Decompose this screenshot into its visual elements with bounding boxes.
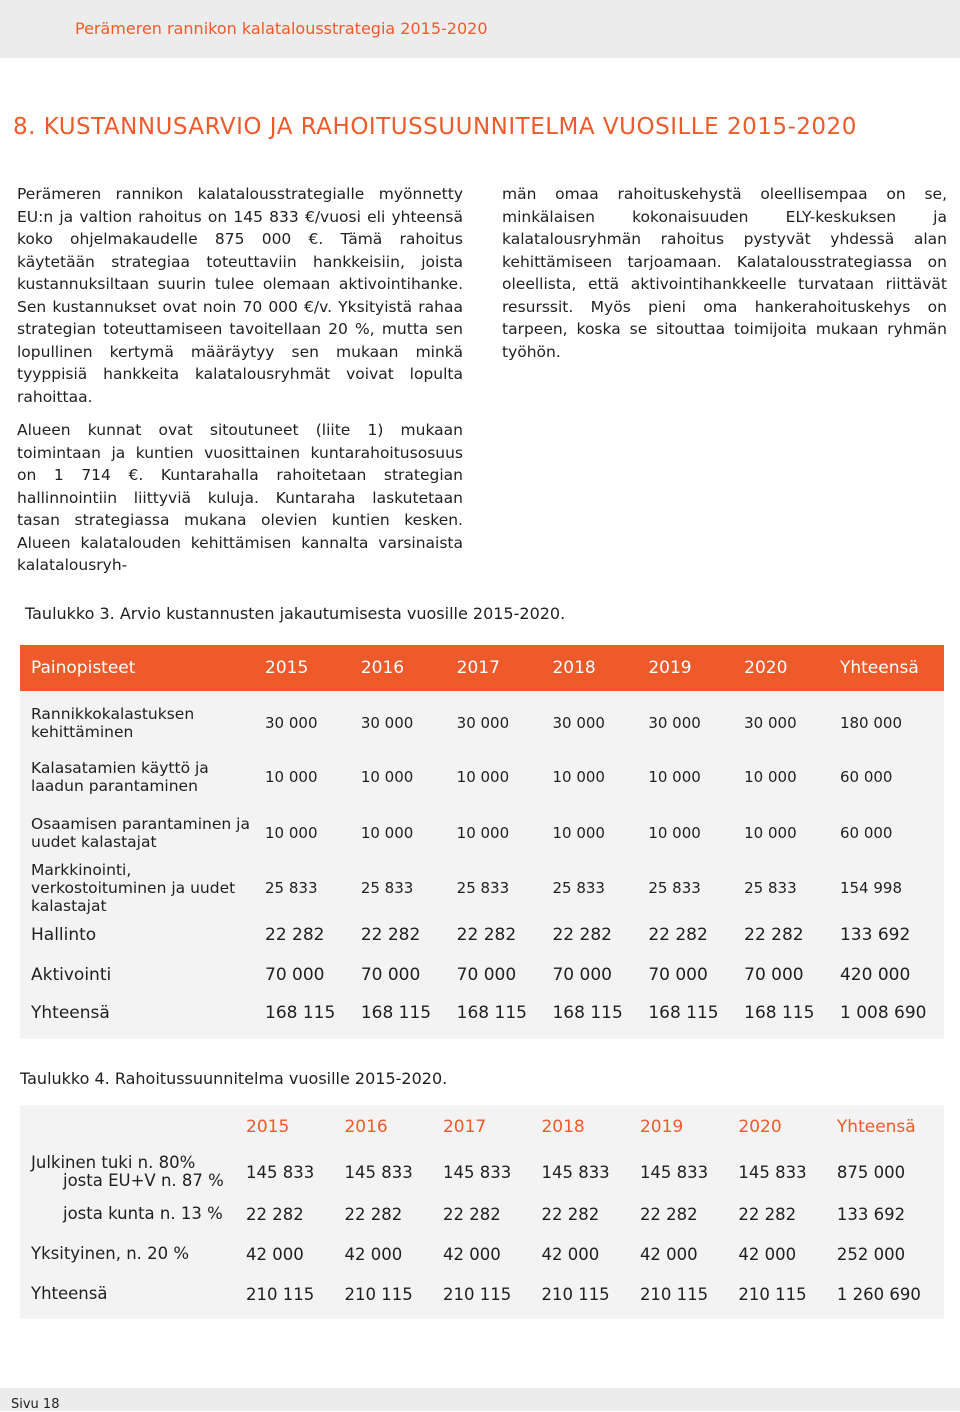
table-cell: 10 000 bbox=[456, 824, 510, 842]
row-label-text: josta kunta n. 13 % bbox=[63, 1204, 223, 1223]
table-cell: 10 000 bbox=[552, 768, 605, 786]
table-cell: 210 115 bbox=[344, 1284, 413, 1304]
row-label: Rannikkokalastuksen kehittäminen bbox=[31, 705, 195, 741]
table-cell: 42 000 bbox=[344, 1244, 403, 1264]
table-row bbox=[20, 805, 944, 861]
table-cell: 22 282 bbox=[738, 1204, 797, 1224]
table-cell: 22 282 bbox=[442, 1204, 501, 1224]
table-cell: 30 000 bbox=[552, 714, 605, 732]
row-label: Yhteensä bbox=[31, 1284, 108, 1303]
column-header: Painopisteet bbox=[20, 645, 254, 691]
table-cell: 22 282 bbox=[552, 925, 612, 945]
table-cell: 22 282 bbox=[265, 925, 325, 945]
table-cell: 168 115 bbox=[360, 1003, 432, 1023]
table-total-row bbox=[20, 1275, 944, 1319]
section-heading: 8. KUSTANNUSARVIO JA RAHOITUSSUUNNITELMA VUOSILLE 2015-2020 bbox=[13, 114, 857, 140]
table-cell: 30 000 bbox=[744, 714, 797, 732]
table-cell: 145 833 bbox=[344, 1162, 413, 1182]
table-cell: 22 282 bbox=[456, 925, 517, 945]
table-cell: 145 833 bbox=[442, 1162, 512, 1182]
table-cell: 70 000 bbox=[360, 965, 421, 985]
table-cell: 210 115 bbox=[246, 1284, 315, 1304]
table-cell: 42 000 bbox=[639, 1244, 698, 1264]
table-cell: 70 000 bbox=[744, 965, 804, 985]
table-cell: 875 000 bbox=[836, 1162, 906, 1182]
table-cell: 25 833 bbox=[648, 879, 701, 897]
paragraph: Alueen kunnat ovat sitoutuneet (liite 1) mukaan toimintaan ja kuntien vuosittainen kuntarahoitusosuus on 1 714 €. Kuntarahalla rahoitetaan strategian hallinnointiin liittyviä kuluja. Kuntaraha laskutetaan tasan strategiassa mukana olevien kuntien kesken. Alueen kalatalouden kehittämisen kannalta varsinaista kalatalousryh- bbox=[17, 421, 463, 574]
table-cell: 22 282 bbox=[639, 1204, 698, 1224]
table-cell: 70 000 bbox=[552, 965, 612, 985]
table-header-row bbox=[20, 645, 944, 691]
table-row bbox=[20, 1149, 944, 1195]
table-cell: 25 833 bbox=[456, 879, 510, 897]
column-header: 2020 bbox=[738, 1117, 782, 1137]
table-cell: 25 833 bbox=[552, 879, 605, 897]
text-column-right bbox=[502, 183, 947, 374]
table-cell: 168 115 bbox=[552, 1003, 623, 1023]
column-header: 2017 bbox=[446, 645, 542, 691]
table-row bbox=[20, 749, 944, 805]
paragraph: män omaa rahoituskehystä oleellisempaa on se, minkälaisen kokonaisuuden ELY-keskuksen ja kalatalousryhmän rahoitus pystyvät yhdessä alan kehittämiseen tarjoamaan. Kalatalousstrategiassa on oleellista, että aktivointihankkeelle turvataan riittävät resurssit. Myös pieni oma hankerahoituskehys on tarpeen, koska se sitouttaa toimijoita mukaan ryhmän työhön. bbox=[502, 185, 947, 361]
table-row bbox=[20, 1195, 944, 1233]
table-cell: 10 000 bbox=[744, 824, 797, 842]
table-cell: 22 282 bbox=[648, 925, 708, 945]
document-title: Perämeren rannikon kalatalousstrategia 2015-2020 bbox=[75, 19, 488, 38]
table-cell: 145 833 bbox=[738, 1162, 807, 1182]
table-cell: 30 000 bbox=[648, 714, 701, 732]
table-cell: 145 833 bbox=[639, 1162, 709, 1182]
table-cell: 42 000 bbox=[442, 1244, 501, 1264]
table-cell: 168 115 bbox=[265, 1003, 336, 1023]
row-label: Yksityinen, n. 20 % bbox=[31, 1244, 190, 1263]
table-cell: 145 833 bbox=[541, 1162, 610, 1182]
table-cell: 10 000 bbox=[456, 768, 510, 786]
table-row bbox=[20, 1233, 944, 1275]
column-header: 2019 bbox=[637, 645, 733, 691]
table-cell: 10 000 bbox=[265, 768, 318, 786]
table-cell: 180 000 bbox=[839, 714, 902, 732]
table-cell: 42 000 bbox=[541, 1244, 600, 1264]
text-column-left bbox=[17, 183, 463, 588]
table-cell: 10 000 bbox=[360, 768, 414, 786]
table-cell: 210 115 bbox=[541, 1284, 610, 1304]
table-cell: 42 000 bbox=[738, 1244, 797, 1264]
financing-plan-table bbox=[20, 1105, 944, 1319]
table-cell: 1 008 690 bbox=[839, 1003, 927, 1023]
table-row bbox=[20, 861, 944, 915]
table-row bbox=[20, 691, 944, 749]
column-header: 2020 bbox=[733, 645, 829, 691]
table-cell: 145 833 bbox=[246, 1162, 315, 1182]
row-label: Markkinointi, verkostoituminen ja uudet kalastajat bbox=[31, 861, 236, 915]
table-cell: 10 000 bbox=[265, 824, 318, 842]
table-cell: 133 692 bbox=[836, 1204, 906, 1224]
column-header bbox=[20, 1105, 235, 1149]
page-footer bbox=[0, 1388, 960, 1411]
table-cell: 22 282 bbox=[344, 1204, 403, 1224]
table-cell: 10 000 bbox=[360, 824, 414, 842]
column-header: 2015 bbox=[246, 1117, 290, 1137]
table-cell: 420 000 bbox=[839, 965, 911, 985]
table-cell: 70 000 bbox=[648, 965, 708, 985]
page-number: Sivu 18 bbox=[11, 1397, 60, 1412]
table-cell: 70 000 bbox=[456, 965, 517, 985]
table-caption: Taulukko 4. Rahoitussuunnitelma vuosille 2015-2020. bbox=[20, 1069, 448, 1088]
column-header: 2016 bbox=[350, 645, 446, 691]
column-header: Yhteensä bbox=[836, 1117, 916, 1137]
table-cell: 22 282 bbox=[744, 925, 804, 945]
row-label: Aktivointi bbox=[31, 965, 112, 985]
table-cell: 10 000 bbox=[648, 824, 701, 842]
table-cell: 210 115 bbox=[442, 1284, 512, 1304]
table-cell: 10 000 bbox=[648, 768, 701, 786]
table-cell: 30 000 bbox=[265, 714, 318, 732]
row-label-line: Julkinen tuki n. 80% bbox=[31, 1153, 196, 1172]
table-cell: 25 833 bbox=[744, 879, 797, 897]
row-label-line: josta EU+V n. 87 % bbox=[63, 1171, 224, 1190]
table-cell: 30 000 bbox=[456, 714, 510, 732]
table-cell: 22 282 bbox=[246, 1204, 304, 1224]
table-cell: 42 000 bbox=[246, 1244, 304, 1264]
table-cell: 133 692 bbox=[839, 925, 911, 945]
row-label: Kalasatamien käyttö ja laadun parantaminen bbox=[31, 759, 209, 795]
paragraph: Perämeren rannikon kalatalousstrategialle myönnetty EU:n ja valtion rahoitus on 145 833 €/vuosi eli yhteensä koko ohjelmakaudelle 875 000 €. Tämä rahoitus käytetään strategiaa toteuttaviin hankkeisiin, joista kustannuksiltaan suurin tulee olemaan aktivointihanke. Sen kustannukset ovat noin 70 000 €/v. Yksityistä rahaa strategian toteuttamiseen tavoitellaan 20 %, mutta sen lopullinen kertymä määräytyy sen mukaan minkä tyyppisiä hankkeita kalatalousryhmät voivat lopulta rahoittaa. bbox=[17, 185, 463, 406]
table-cell: 22 282 bbox=[360, 925, 421, 945]
column-header: 2019 bbox=[639, 1117, 684, 1137]
row-label bbox=[20, 1149, 235, 1195]
table-cell: 10 000 bbox=[744, 768, 797, 786]
table-cell: 10 000 bbox=[552, 824, 605, 842]
table-cell: 70 000 bbox=[265, 965, 325, 985]
table-cell: 168 115 bbox=[648, 1003, 719, 1023]
row-label bbox=[20, 1195, 235, 1233]
column-header: 2015 bbox=[254, 645, 350, 691]
table-cell: 30 000 bbox=[360, 714, 414, 732]
table-cell: 168 115 bbox=[744, 1003, 815, 1023]
table-row bbox=[20, 915, 944, 955]
row-label: Hallinto bbox=[31, 925, 97, 945]
column-header: 2016 bbox=[344, 1117, 388, 1137]
cost-distribution-table bbox=[20, 645, 944, 1039]
column-header: 2018 bbox=[541, 1117, 585, 1137]
table-caption: Taulukko 3. Arvio kustannusten jakautumisesta vuosille 2015-2020. bbox=[25, 604, 566, 623]
table-cell: 25 833 bbox=[265, 879, 318, 897]
column-header: 2017 bbox=[442, 1117, 487, 1137]
column-header: 2018 bbox=[541, 645, 637, 691]
table-cell: 168 115 bbox=[456, 1003, 527, 1023]
table-cell: 22 282 bbox=[541, 1204, 600, 1224]
table-cell: 252 000 bbox=[836, 1244, 906, 1264]
row-label: Osaamisen parantaminen ja uudet kalastajat bbox=[31, 815, 250, 851]
table-cell: 210 115 bbox=[639, 1284, 709, 1304]
table-header-row bbox=[20, 1105, 944, 1149]
table-total-row bbox=[20, 995, 944, 1039]
table-cell: 60 000 bbox=[839, 824, 893, 842]
table-row bbox=[20, 955, 944, 995]
table-cell: 154 998 bbox=[839, 879, 902, 897]
column-header: Yhteensä bbox=[829, 645, 944, 691]
row-label: Yhteensä bbox=[31, 1003, 110, 1023]
table-cell: 210 115 bbox=[738, 1284, 807, 1304]
table-cell: 60 000 bbox=[839, 768, 893, 786]
table-cell: 1 260 690 bbox=[836, 1284, 921, 1304]
table-cell: 25 833 bbox=[360, 879, 414, 897]
